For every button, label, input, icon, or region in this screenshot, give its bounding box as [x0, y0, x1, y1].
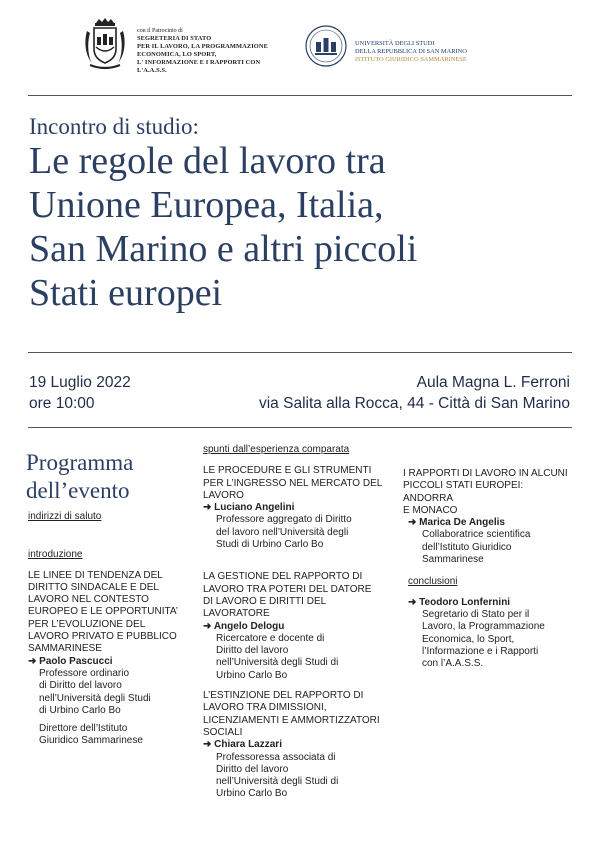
patronage-line: PER IL LAVORO, LA PROGRAMMAZIONE — [137, 43, 268, 50]
topic-line: SAMMARINESE — [28, 643, 102, 655]
role-line: Ricercatore e docente di — [216, 632, 325, 644]
role-line: con l’A.A.S.S. — [422, 658, 484, 670]
university-line: UNIVERSITÀ DEGLI STUDI — [355, 40, 435, 47]
talk-topic — [403, 468, 575, 517]
role-line: di Urbino Carlo Bo — [39, 704, 121, 716]
institute-line: ISTITUTO GIURIDICO SAMMARINESE — [355, 56, 467, 63]
role-line: nell’Università degli Studi di — [216, 776, 339, 788]
speaker-role — [203, 514, 399, 551]
conclusions-label: conclusioni — [408, 576, 458, 588]
patronage-line: ECONOMICA, LO SPORT, — [137, 51, 217, 58]
speaker-role — [28, 668, 198, 748]
role-line: Lavoro, la Programmazione — [422, 621, 545, 633]
role-line: del lavoro nell’Università degli — [216, 526, 349, 538]
talk-topic — [203, 690, 399, 739]
topic-line: LAVORO TRA DIMISSIONI, — [203, 702, 327, 714]
role-line: Economica, lo Sport, — [422, 633, 515, 645]
program-title-line: Programma — [26, 450, 134, 475]
program-column-1 — [28, 511, 198, 748]
event-venue — [259, 372, 570, 414]
event-datetime — [29, 372, 131, 414]
program-title — [26, 449, 133, 505]
role-line: Sammarinese — [422, 554, 484, 566]
topic-line: LICENZIAMENTI E AMMORTIZZATORI — [203, 714, 380, 726]
speaker — [403, 597, 575, 609]
speaker-name: Angelo Delogu — [213, 620, 285, 632]
topic-line: SOCIALI — [203, 726, 243, 738]
university-name — [355, 40, 515, 64]
speaker-role — [203, 752, 399, 801]
speaker-name: Marica De Angelis — [419, 517, 505, 529]
talk-topic — [203, 571, 399, 620]
arrow-icon: ➜ — [408, 517, 417, 529]
comparative-label: spunti dall’esperienza comparata — [203, 444, 350, 455]
patronage-line: SEGRETERIA DI STATO — [137, 35, 212, 42]
patronage-line: L'A.A.S.S. — [137, 67, 167, 74]
arrow-icon: ➜ — [203, 502, 212, 514]
topic-line: EUROPEO E LE OPPORTUNITA’ — [28, 606, 179, 618]
topic-line: DIRITTO SINDACALE E DEL — [28, 581, 159, 593]
speaker-role — [203, 633, 399, 682]
role-line: Direttore dell’Istituto — [39, 723, 128, 735]
page-title — [29, 139, 589, 315]
topic-line: LA GESTIONE DEL RAPPORTO DI — [203, 571, 363, 583]
role-line: l’Informazione e i Rapporti — [422, 645, 539, 657]
san-marino-coat-of-arms — [82, 17, 128, 73]
topic-line: LAVORO TRA POTERI DEL DATORE — [203, 583, 372, 595]
topic-line: LAVORO — [203, 489, 244, 501]
role-line: Giuridico Sammarinese — [39, 735, 143, 747]
topic-line: LAVORATORE — [203, 608, 270, 620]
role-line: Diritto del lavoro — [216, 763, 289, 775]
role-line: Professore ordinario — [39, 667, 130, 679]
speaker-name: Paolo Pascucci — [39, 655, 113, 667]
role-line: Studi di Urbino Carlo Bo — [216, 539, 324, 551]
role-line: Professore aggregato di Diritto — [216, 514, 352, 526]
venue-name: Aula Magna L. Ferroni — [416, 374, 570, 391]
arrow-icon: ➜ — [28, 655, 37, 667]
role-line: Urbino Carlo Bo — [216, 669, 288, 681]
program-title-line: dell’evento — [26, 478, 130, 503]
divider — [28, 427, 572, 428]
university-line: DELLA REPUBBLICA DI SAN MARINO — [355, 48, 467, 55]
arrow-icon: ➜ — [203, 739, 212, 751]
speaker-role — [403, 529, 575, 566]
role-line: dell’Istituto Giuridico — [422, 541, 512, 553]
program-column-3 — [403, 468, 575, 670]
arrow-icon: ➜ — [203, 620, 212, 632]
role-line: nell’Università degli Studi di — [216, 657, 339, 669]
topic-line: LAVORO NEL CONTESTO — [28, 594, 149, 606]
event-time: ore 10:00 — [29, 395, 95, 412]
role-line: Segretario di Stato per il — [422, 608, 530, 620]
title-line: Unione Europea, Italia, — [29, 184, 384, 226]
role-line: Urbino Carlo Bo — [216, 788, 288, 800]
role-line: Professoressa associata di — [216, 751, 336, 763]
divider — [28, 95, 572, 96]
topic-line: PER L’INGRESSO NEL MERCATO DEL — [203, 477, 383, 489]
role-line: nell’Università degli Studi — [39, 692, 151, 704]
topic-line: LE PROCEDURE E GLI STRUMENTI — [203, 465, 372, 477]
speaker — [203, 621, 399, 633]
role-line: di Diritto del lavoro — [39, 680, 122, 692]
topic-line: I RAPPORTI DI LAVORO IN ALCUNI — [403, 468, 568, 479]
patronage-intro: con il Patrocinio di — [137, 28, 183, 34]
role-line: Diritto del lavoro — [216, 645, 289, 657]
greetings-label: indirizzi di saluto — [28, 511, 102, 522]
talk-topic — [203, 465, 399, 502]
speaker — [403, 517, 575, 529]
patronage-block — [137, 27, 297, 75]
venue-address: via Salita alla Rocca, 44 - Città di San Marino — [258, 395, 570, 412]
topic-line: PER L’EVOLUZIONE DEL — [28, 618, 146, 630]
topic-line: DI LAVORO E DIRITTI DEL — [203, 595, 327, 607]
speaker-name: Luciano Angelini — [214, 502, 295, 514]
patronage-line: L' INFORMAZIONE E I RAPPORTI CON — [137, 59, 261, 66]
topic-line: PICCOLI STATI EUROPEI: ANDORRA — [403, 480, 524, 504]
title-line: Le regole del lavoro tra — [29, 140, 386, 182]
speaker — [203, 502, 399, 514]
speaker-name: Chiara Lazzari — [214, 739, 282, 751]
intro-topic — [28, 570, 198, 656]
speaker — [203, 739, 399, 751]
speaker-name: Teodoro Lonfernini — [419, 596, 511, 608]
title-line: Stati europei — [29, 272, 223, 314]
speaker — [28, 656, 198, 668]
event-type: Incontro di studio: — [29, 114, 199, 139]
event-date: 19 Luglio 2022 — [29, 374, 131, 391]
speaker-role — [403, 609, 575, 670]
topic-line: L’ESTINZIONE DEL RAPPORTO DI — [203, 690, 364, 702]
intro-label: introduzione — [28, 549, 83, 561]
university-seal-icon — [304, 24, 348, 68]
title-line: San Marino e altri piccoli — [29, 228, 418, 270]
topic-line: LE LINEE DI TENDENZA DEL — [28, 569, 163, 581]
topic-line: LAVORO PRIVATO E PUBBLICO — [28, 631, 177, 643]
program-column-2 — [203, 444, 399, 801]
topic-line: E MONACO — [403, 504, 458, 516]
role-line: Collaboratrice scientifica — [422, 529, 531, 541]
divider — [28, 352, 572, 353]
arrow-icon: ➜ — [408, 596, 417, 608]
